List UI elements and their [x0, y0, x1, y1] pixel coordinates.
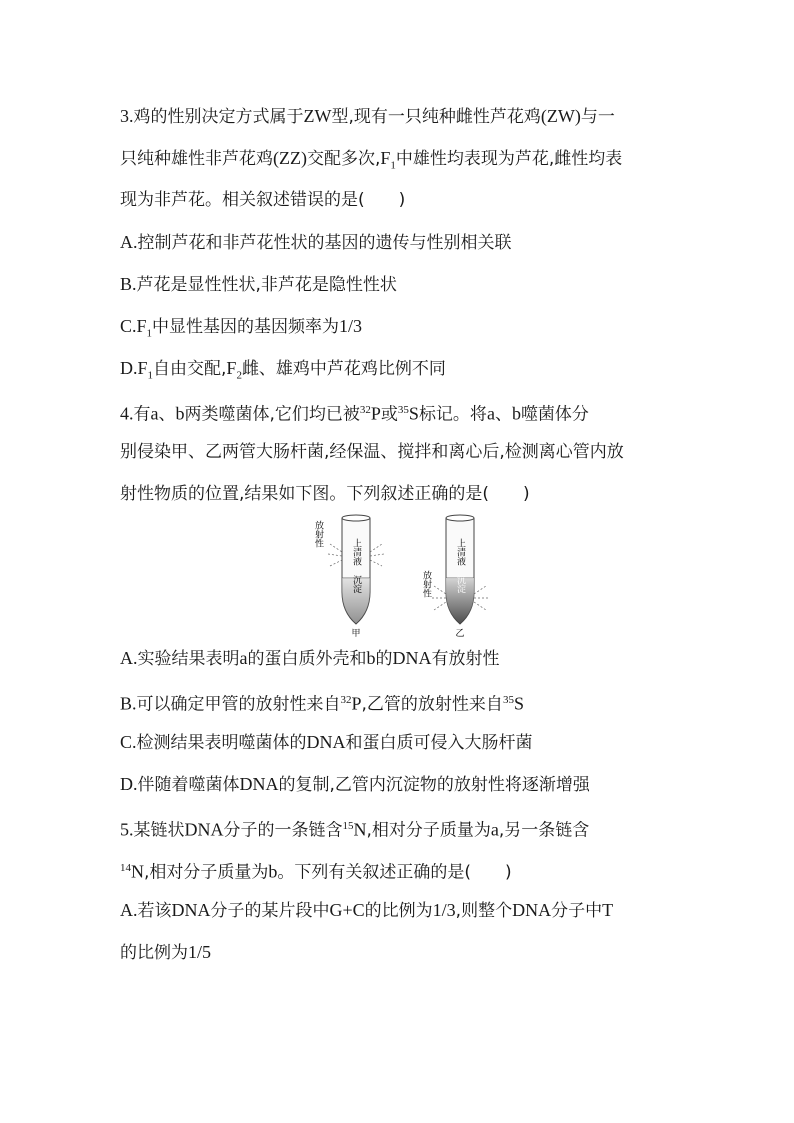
tube-jia-pellet-label: 沉淀 [351, 575, 361, 593]
q5-line-1: 5.某链状DNA分子的一条链含$^{15}$N,相对分子质量为a,另一条链含 [120, 819, 590, 841]
q3-option-c: $C.F_1$中显性基因的基因频率为1/3 [120, 316, 363, 340]
tube-jia-caption: 甲 [351, 629, 361, 639]
tube-jia-supernatant-label: 上清液 [351, 538, 361, 566]
tube-yi-caption: 乙 [455, 629, 465, 639]
q5-line-2: $^{14}$N,相对分子质量为b。下列有关叙述正确的是( ) [120, 861, 512, 883]
q3-option-b: B.芦花是显性性状,非芦花是隐性性状 [120, 274, 397, 295]
q4-option-a: A.实验结果表明a的蛋白质外壳和b的DNA有放射性 [120, 648, 500, 669]
tube-yi-pellet-label: 沉淀 [455, 575, 465, 593]
tube-yi-supernatant-label: 上清液 [455, 538, 465, 566]
q3-line-3: 现为非芦花。相关叙述错误的是( ) [120, 190, 406, 210]
centrifuge-tubes-figure [300, 508, 500, 640]
q4-option-b: B.可以确定甲管的放射性来自$^{32}$P,乙管的放射性来自$^{35}$S [120, 693, 524, 715]
q4-line-2: 别侵染甲、乙两管大肠杆菌,经保温、搅拌和离心后,检测离心管内放 [120, 442, 624, 462]
q3-option-a: A.控制芦花和非芦花性状的基因的遗传与性别相关联 [120, 232, 512, 253]
tube-yi-side-label: 放射性 [421, 570, 431, 598]
q5-option-a: A.若该DNA分子的某片段中G+C的比例为1/3,则整个DNA分子中T [120, 900, 614, 921]
q4-option-c: C.检测结果表明噬菌体的DNA和蛋白质可侵入大肠杆菌 [120, 732, 533, 753]
tube-jia-side-label: 放射性 [313, 520, 323, 548]
q3-option-d: $D.F_1$自由交配$,F_2$雌、雄鸡中芦花鸡比例不同 [120, 358, 446, 382]
q4-line-3: 射性物质的位置,结果如下图。下列叙述正确的是( ) [120, 484, 530, 504]
q3-line-1: 3.鸡的性别决定方式属于ZW型,现有一只纯种雌性芦花鸡(ZW)与一 [120, 106, 615, 127]
q4-option-d: D.伴随着噬菌体DNA的复制,乙管内沉淀物的放射性将逐渐增强 [120, 774, 590, 795]
tube-yi [421, 515, 488, 639]
q5-option-a-continued: 的比例为1/5 [120, 942, 212, 963]
tube-jia [313, 515, 384, 639]
q4-line-1: 4.有a、b两类噬菌体,它们均已被$^{32}$P或$^{35}$S标记。将a、b噬菌体分 [120, 403, 589, 425]
q3-line-2: 只纯种雄性非芦花鸡(ZZ)交配多次$,F_1$中雄性均表现为芦花,雌性均表 [120, 148, 623, 172]
